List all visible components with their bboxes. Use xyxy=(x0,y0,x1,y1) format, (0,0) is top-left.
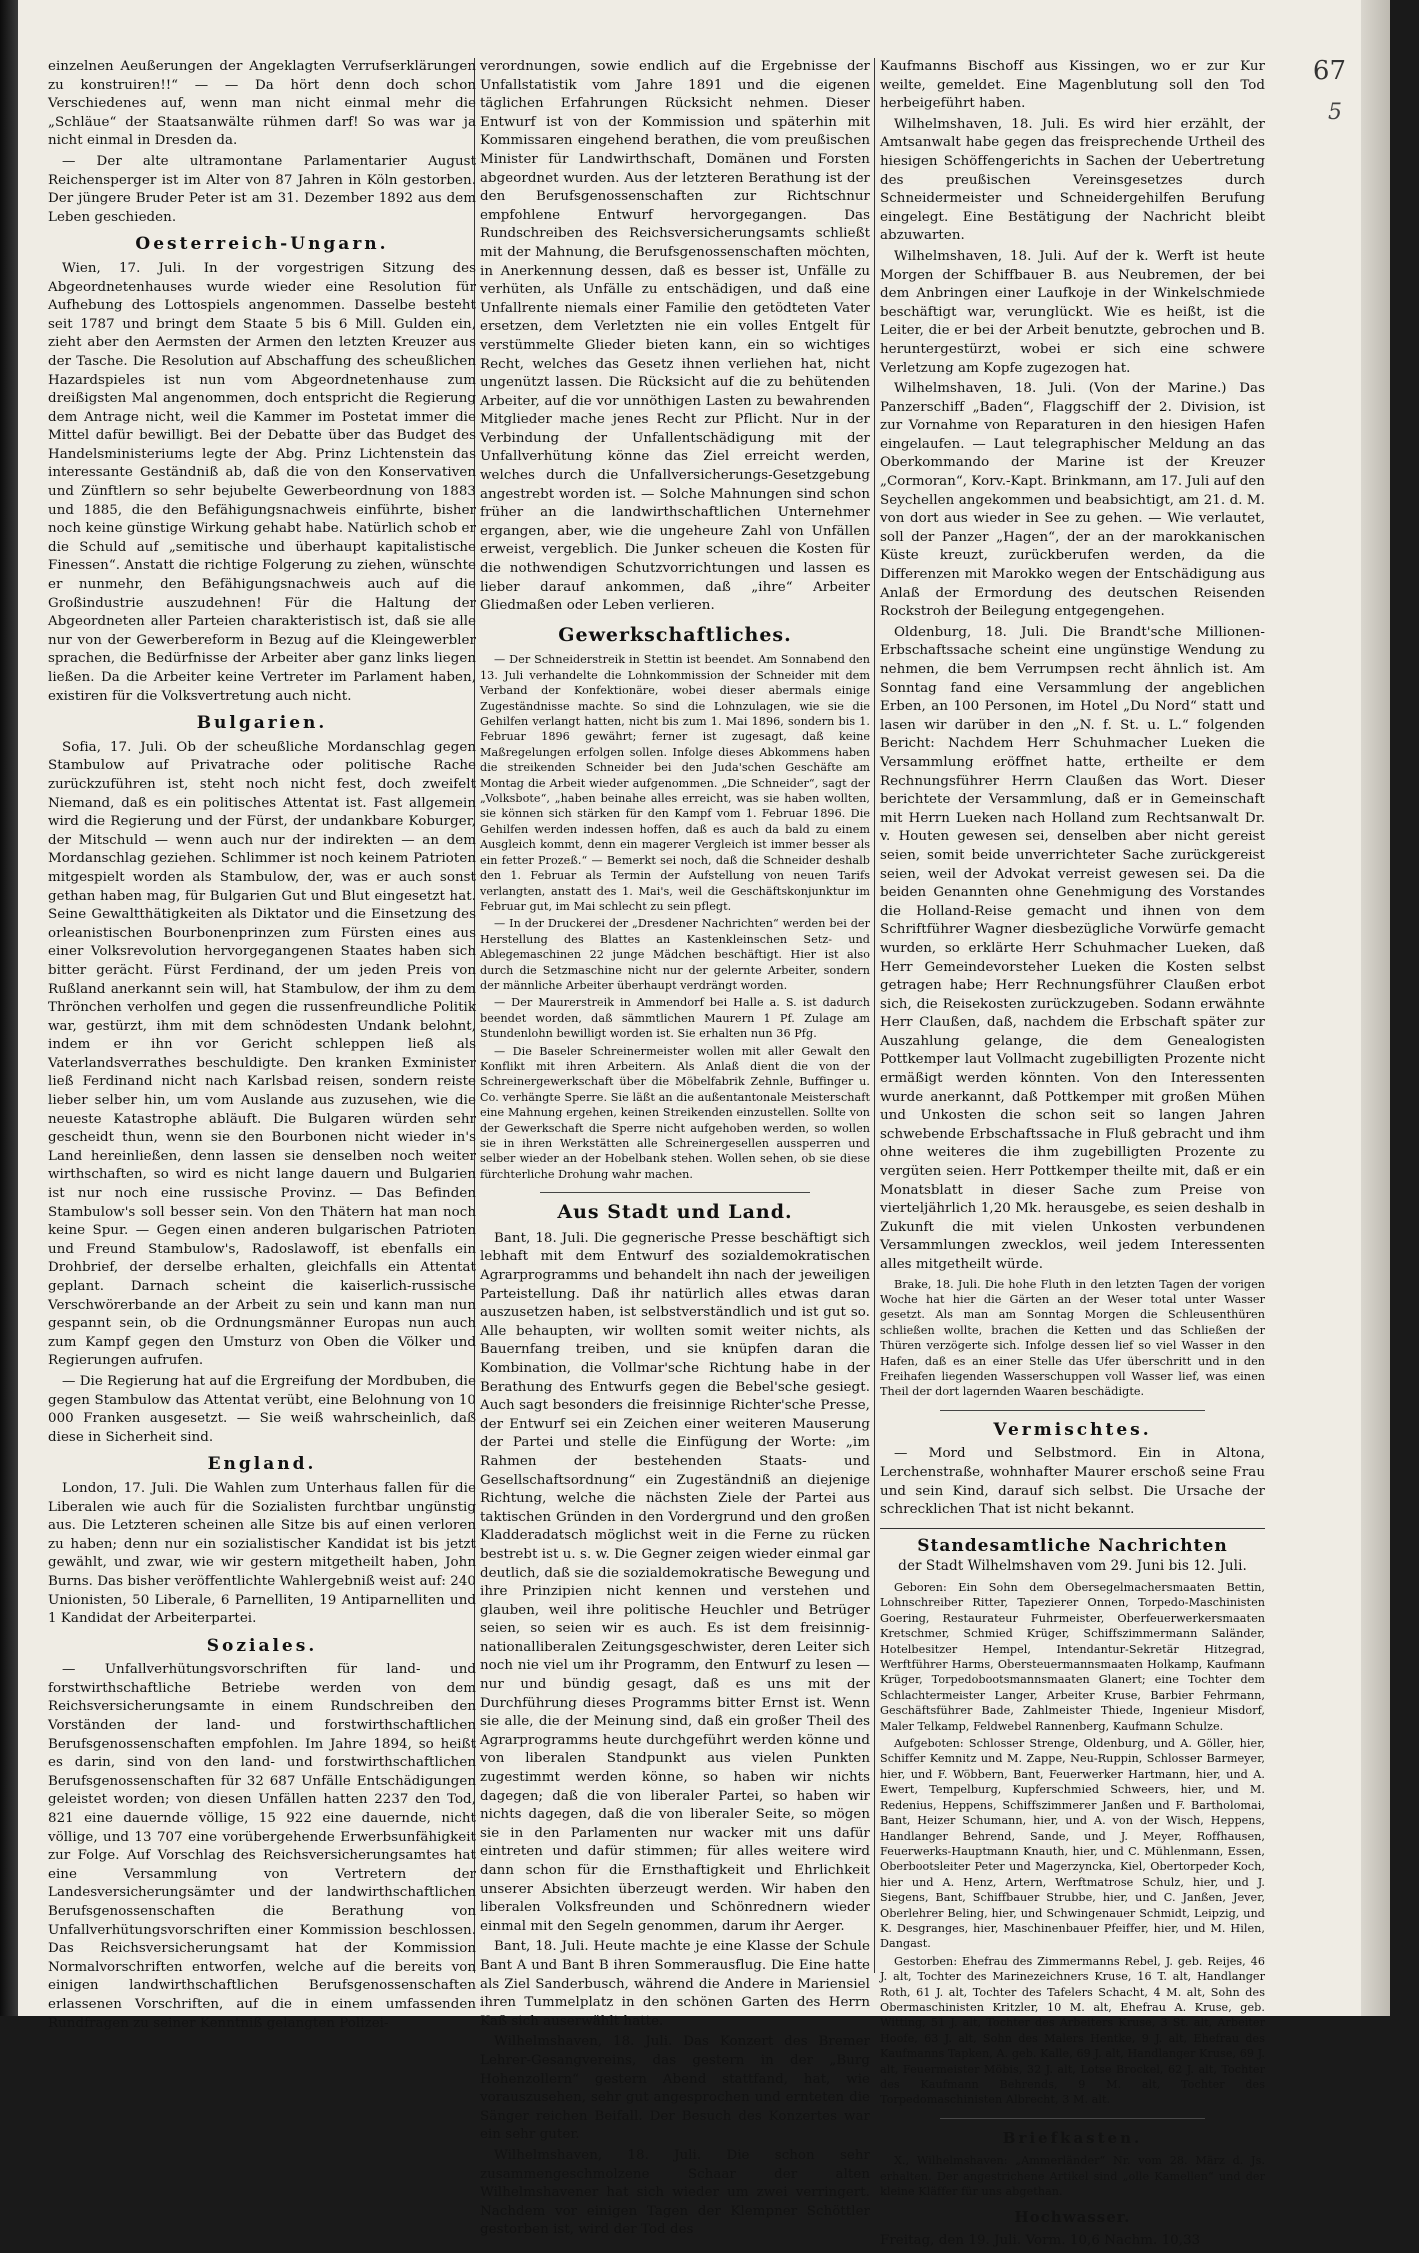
article-paragraph: Wilhelmshaven, 18. Juli. Es wird hier erzählt, der Amtsanwalt habe gegen das freisprechende Urtheil des hiesigen Schöffengerichts in Sachen der Uebertretung des preußischen Vereinsgesetzes durch Schneidermeister und Schneidergehilfen Berufung eingelegt. Eine Bestätigung der Nachricht bleibt abzuwarten. xyxy=(880,116,1265,244)
column-2 xyxy=(480,58,870,2242)
divider xyxy=(940,2118,1205,2119)
article-paragraph: — Mord und Selbstmord. Ein in Altona, Lerchenstraße, wohnhafter Maurer erschoß seine Frau und sein Kind, darauf sich selbst. Die Ursache der schrecklichen That ist nicht bekannt. xyxy=(880,1446,1265,1518)
article-paragraph: Kaufmanns Bischoff aus Kissingen, wo er zur Kur weilte, gemeldet. Eine Magenblutung soll den Tod herbeigeführt haben. xyxy=(880,59,1265,112)
section-subheading: der Stadt Wilhelmshaven vom 29. Juni bis 12. Juli. xyxy=(898,1558,1247,1575)
section-heading: Aus Stadt und Land. xyxy=(557,1201,793,1224)
section-heading: Standesamtliche Nachrichten xyxy=(917,1535,1228,1556)
article-paragraph: Bant, 18. Juli. Heute machte je eine Klasse der Schule Bant A und Bant B ihren Sommerausflug. Die Eine hatte als Ziel Sanderbusch, während die Andere in Mariensiel ihren Tummelplatz in den schönen Garten des Herrn Kaß sich auserwählt hatte. xyxy=(480,1939,870,2029)
scan-edge xyxy=(0,0,18,2016)
divider xyxy=(940,1410,1205,1411)
section-heading: Soziales. xyxy=(206,1635,318,1656)
article-paragraph: Gestorben: Ehefrau des Zimmermanns Rebel, J. geb. Reijes, 46 J. alt, Tochter des Marinezeichners Kruse, 16 T. alt, Handlanger Roth, 61 J. alt, Tochter des Tafelers Schacht, 4 M. alt, Sohn des Obermaschinisten Kritzler, 10 M. alt, Ehefrau A. Kruse, geb. Witting, 51 J. alt, Tochter des Arbeiters Kruse, 3 St. alt, Arbeiter Hoofe, 63 J. alt, Sohn des Malers Hentke, 9 J. alt, Ehefrau des Kaufmanns Tapken, A. geb. Kalle, 69 J. alt, Handlanger Kruse, 69 J. alt, Feuermeister Möbis, 32 J. alt, Lotse Brockel, 62 J. alt, Tochter des Kaufmann Behrends, 9 M. alt, Tochter des Torpedomaschinisten Albrecht, 3 M. alt. xyxy=(880,1954,1265,2107)
article-paragraph: Sofia, 17. Juli. Ob der scheußliche Mordanschlag gegen Stambulow auf Privatrache oder politische Rache zurückzuführen ist, steht noch nicht fest, doch zweifelt Niemand, daß es ein politisches Attentat ist. Fast allgemein wird die Regierung und der Fürst, der undankbare Koburger, der Mitschuld — wenn auch nur der indirekten — an dem Mordanschlag geziehen. Schlimmer ist noch keinem Patrioten mitgespielt worden als Stambulow, der, was er auch sonst gethan haben mag, für Bulgarien Gut und Blut eingesetzt hat. Seine Gewaltthätigkeiten als Diktator und die Einsetzung des orleanistischen Bourbonenprinzen zum Fürsten eines aus einer Volksrevolution hervorgegangenen Staates haben sich bitter gerächt. Fürst Ferdinand, der um jeden Preis von Rußland anerkannt sein will, hat Stambulow, der ihm zu dem Thrönchen verholfen und gegen die russenfreundliche Politik war, gestürzt, ihm mit dem schnödesten Undank belohnt, indem er ihn vor Gericht schleppen ließ als Vaterlandsverrathes beschuldigte. Den kranken Exminister ließ Ferdinand nicht nach Karlsbad reisen, sondern reiste lieber selber hin, um vom Auslande aus zuzusehen, wie die neueste Katastrophe abläuft. Die Bulgaren würden sehr gescheidt thun, wenn sie den Bourbonen nicht wieder in's Land hereinließen, denn lassen sie denselben noch weiter wirthschaften, so wird es nicht lange dauern und Bulgarien ist nur noch eine russische Provinz. — Das Befinden Stambulow's soll besser sein. Von den Thätern hat man noch keine Spur. — Gegen einen anderen bulgarischen Patrioten und Freund Stambulow's, Radoslawoff, ist ebenfalls ein Drohbrief, der derselbe erhalten, gleichfalls ein Attentat geplant. Darnach scheint die kaiserlich-russische Verschwörerbande an der Arbeit zu sein und kann man nun gespannt sein, ob die Ordnungsmänner Europas nun auch zum Kampf gegen den Umsturz von Oben die Völker und Regierungen aufrufen. xyxy=(48,739,476,1369)
article-paragraph: Wien, 17. Juli. In der vorgestrigen Sitzung des Abgeordnetenhauses wurde wieder eine Resolution für Aufhebung des Lottospiels angenommen. Dasselbe besteht seit 1787 und bringt dem Staate 5 bis 6 Mill. Gulden ein, zieht aber den Aermsten der Armen den letzten Kreuzer aus der Tasche. Die Resolution auf Abschaffung des scheußlichen Hazardspieles ist nun vom Abgeordnetenhause zum dreißigsten Mal angenommen, doch entspricht die Regierung dem Antrage nicht, weil die Kammer im Postetat immer die Mittel dafür bewilligt. Bei der Debatte über das Budget des Handelsministeriums legte der Abg. Prinz Lichtenstein das interessante Geständniß ab, daß die von den Konservativen und Zünftlern so sehr bejubelte Gewerbeordnung von 1883 und 1885, die den Befähigungsnachweis einführte, bisher noch keine günstige Wirkung gehabt habe. Natürlich schob er die Schuld auf „semitische und überhaupt kapitalistische Finessen“. Anstatt die richtige Folgerung zu ziehen, wünschte er nunmehr, den Befähigungsnachweis auch auf die Großindustrie auszudehnen! Für die Haltung der Abgeordneten aller Parteien charakteristisch ist, daß sie alle nur von der Gewerbereform in Bezug auf die Kleingewerbler sprachen, die Bedürfnisse der Arbeiter aber ganz links liegen ließen. Da die Arbeiter keine Vertreter im Parlament haben, existiren für die Volksvertretung auch nicht. xyxy=(48,260,476,704)
column-3 xyxy=(880,58,1265,2253)
article-paragraph: Geboren: Ein Sohn dem Obersegelmachersmaaten Bettin, Lohnschreiber Ritter, Tapezierer Onnen, Torpedo-Maschinisten Goering, Restaurateur Fuhrmeister, Oberfeuerwerkersmaaten Kretschmer, Schmied Krüger, Schiffszimmermann Saländer, Hotelbesitzer Hempel, Intendantur-Sekretär Hitzegrad, Werftführer Harms, Obersteuermannsmaaten Holkamp, Kaufmann Krüger, Torpedobootsmannsmaaten Glanert; eine Tochter dem Schlachtermeister Langer, Arbeiter Kruse, Barbier Fehrmann, Geschäftsführer Bade, Zahlmeister Thiede, Ingenieur Misdorf, Maler Telkamp, Feldwebel Rannenberg, Kaufmann Schulze. xyxy=(880,1581,1265,1733)
article-paragraph: — Der alte ultramontane Parlamentarier August Reichensperger ist im Alter von 87 Jahren in Köln gestorben. Der jüngere Bruder Peter ist am 31. Dezember 1892 aus dem Leben geschieden. xyxy=(48,153,476,225)
page-mark: 5 xyxy=(1328,100,1342,125)
article-paragraph: Bant, 18. Juli. Die gegnerische Presse beschäftigt sich lebhaft mit dem Entwurf des sozialdemokratischen Agrarprogramms und behandelt ihn nach der jeweiligen Parteistellung. Daß ihr natürlich alles etwas daran auszusetzen haben, ist selbstverständlich und ist gut so. Alle behaupten, wir wollten somit weiter nichts, als Bauernfang treiben, und sie knüpfen daran die Kombination, die Vollmar'sche Richtung habe in der Berathung des Entwurfs gegen die Bebel'sche gesiegt. Auch sagt besonders die freisinnige Richter'sche Presse, der Entwurf sei ein Zeichen einer weiteren Mauserung der Partei und stelle die Einfügung der Worte: „im Rahmen der bestehenden Staats- und Gesellschaftsordnung“ ein Zugeständniß an diejenige Richtung, welche die nächsten Ziele der Partei aus taktischen Gründen in den Vordergrund und den großen Kladderadatsch möglichst weit in die Ferne zu rücken bestrebt ist u. s. w. Die Gegner zeigen wieder einmal gar deutlich, daß sie die sozialdemokratische Bewegung und ihre Prinzipien nicht kennen und verstehen und glauben, weil ihre politische Heuchler und Betrüger seien, so seien wir es auch. Es ist dem freisinnig-nationalliberalen Zeitungsgeschwister, deren Leiter sich noch nie viel um ihr Programm, den Entwurf zu lesen — nur und bündig gesagt, daß es uns mit der Durchführung dieses Programms bitter Ernst ist. Wenn sie alle, die der Meinung sind, daß ein großer Theil des Agrarprogramms heute durchgeführt werden könne und von liberalen Standpunkt aus vielen Punkten zugestimmt werden könne, so haben wir nichts dagegen; daß die von liberaler Partei, so haben wir nichts dagegen, daß die von liberaler Seite, so mögen sie in den Parlamenten nur wacker mit uns dafür eintreten und dafür stimmen; für alles weitere wird dann schon für die Ernsthaftigkeit und Ehrlichkeit unserer Absichten überzeugt werden. Wir haben den liberalen Volksfreunden und Schönrednern wieder einmal mit den Segeln genommen, darum ihr Aerger. xyxy=(480,1230,870,1934)
article-paragraph: Aufgeboten: Schlosser Strenge, Oldenburg, und A. Göller, hier, Schiffer Kemnitz und M. Zappe, Neu-Ruppin, Schlosser Barmeyer, hier, und F. Wöbbern, Bant, Feuerwerker Hartmann, hier, und A. Ewert, Tempelburg, Kupferschmied Schweers, hier, und M. Redenius, Heppens, Schiffszimmerer Janßen und F. Bartholomai, Bant, Heizer Schumann, hier, und A. von der Wisch, Heppens, Handlanger Behrend, Sande, und J. Meyer, Roffhausen, Feuerwerks-Hauptmann Knauth, hier, und C. Mühlenmann, Essen, Oberbootsleiter Peter und Magerzyncka, Kiel, Obertorpeder Koch, hier und A. Henz, Artern, Werftmatrose Schulz, hier, und J. Siegens, Bant, Schiffbauer Strubbe, hier, und C. Janßen, Jever, Oberlehrer Beling, hier, und Schwingenauer Schmidt, Leipzig, und K. Desgranges, hier, Maschinenbauer Pfeiffer, hier, und M. Hilen, Dangast. xyxy=(880,1737,1265,1951)
section-heading: Vermischtes. xyxy=(993,1419,1152,1440)
article-paragraph: Wilhelmshaven, 18. Juli. Die schon sehr zusammengeschmolzene Schaar der alten Wilhelmshavener hat sich wieder um zwei verringert. Nachdem vor einigen Tagen der Klempner Schöttler gestorben ist, wird der Tod des xyxy=(480,2147,870,2238)
tide-table: Freitag, den 19. Juli. Vorm. 10,6 Nachm. 10,33 xyxy=(880,2233,1201,2249)
article-paragraph: — In der Druckerei der „Dresdener Nachrichten“ werden bei der Herstellung des Blattes an Kastenkleinschen Setz- und Ablegemaschinen 22 junge Mädchen beschäftigt. Hier ist also durch die Setzmaschine nicht nur der gelernte Arbeiter, sondern der männliche Arbeiter überhaupt verdrängt worden. xyxy=(480,917,870,992)
article-paragraph: — Unfallverhütungsvorschriften für land- und forstwirthschaftliche Betriebe werden von dem Reichsversicherungsamte in einem Rundschreiben den Vorständen der land- und forstwirthschaftlichen Berufsgenossenschaften empfohlen. Im Jahre 1894, so heißt es darin, sind von den land- und forstwirthschaftlichen Berufsgenossenschaften für 32 687 Unfälle Entschädigungen geleistet worden; von diesen Unfällen hatten 2237 den Tod, 821 eine dauernde völlige, 15 922 eine dauernde, nicht völlige, und 13 707 eine vorübergehende Erwerbsunfähigkeit zur Folge. Auf Vorschlag des Reichsversicherungsamtes hat eine Versammlung von Vertretern der Landesversicherungsämter und der landwirthschaftlichen Berufsgenossenschaften die Berathung von Unfallverhütungsvorschriften einer Kommission beschlossen. Das Reichsversicherungsamt hat der Kommission Normalvorschriften entworfen, welche auf die bereits von einigen landwirthschaftlichen Berufsgenossenschaften erlassenen Vorschriften, auf die in einem umfassenden Rundfragen zu seiner Kenntniß gelangten Polizei- xyxy=(48,1662,476,2031)
article-paragraph: — Die Regierung hat auf die Ergreifung der Mordbuben, die gegen Stambulow das Attentat verübt, eine Belohnung von 10 000 Franken ausgesetzt. — Sie weiß wahrscheinlich, daß diese in Sicherheit sind. xyxy=(48,1373,476,1445)
folio-number: 67 xyxy=(1312,56,1346,86)
article-paragraph: einzelnen Aeußerungen der Angeklagten Verrufserklärungen zu konstruiren!!“ — — Da hört denn doch schon Verschiedenes auf, wenn man nicht einmal mehr die „Schläue“ der Staatsanwälte rühmen darf! So was war ja nicht einmal in Dresden da. xyxy=(48,59,476,149)
article-paragraph: Wilhelmshaven, 18. Juli. Auf der k. Werft ist heute Morgen der Schiffbauer B. aus Neubremen, der bei dem Anbringen einer Laufkoje in der Winkelschmiede beschäftigt war, verunglückt. Wie es heißt, ist die Leiter, die er bei der Arbeit benutzte, gebrochen und B. heruntergestürzt, wobei er sich eine schwere Verletzung am Kopfe zugezogen hat. xyxy=(880,248,1265,376)
article-paragraph: X., Wilhelmshaven: „Ammerländer“ Nr. vom 28. März d. Js. erhalten. Der angestrichene Artikel sind „olle Kamellen“ und der kleine Kläffer für uns abgethan. xyxy=(880,2154,1265,2199)
column-rule xyxy=(874,58,875,1973)
newspaper-page xyxy=(18,0,1390,2249)
article-paragraph: Wilhelmshaven, 18. Juli. Das Konzert des Bremer Lehrer-Gesangvereins, das gestern in der „Burg Hohenzollern“ gestern Abend stattfand, hat, wie vorauszusehen, sehr gut angesprochen und ernteten die Sänger reichen Beifall. Der Besuch des Konzertes war ein sehr guter. xyxy=(480,2034,870,2143)
divider xyxy=(880,1528,1265,1529)
section-heading: Oesterreich-Ungarn. xyxy=(135,234,389,255)
article-paragraph: verordnungen, sowie endlich auf die Ergebnisse der Unfallstatistik vom Jahre 1891 und die eigenen täglichen Erfahrungen Rücksicht nehmen. Dieser Entwurf ist von der Kommission und späterhin mit Kommissaren eingehend berathen, die vom preußischen Minister für Landwirthschaft, Domänen und Forsten abgeordnet wurden. Aus der letzteren Berathung ist der den Berufsgenossenschaften zur Richtschnur empfohlene Entwurf hervorgegangen. Das Rundschreiben des Reichsversicherungsamts schließt mit der Mahnung, die Berufsgenossenschaften möchten, in Anerkennung dessen, daß es besser ist, Unfälle zu verhüten, als Unfälle zu entschädigen, und daß eine Unfallrente niemals einer Familie den getödteten Vater ersetzen, dem Verletzten nie ein volles Entgelt für verstümmelte Glieder bieten kann, ein so wichtiges Recht, welches das Gesetz ihnen verliehen hat, nicht ungenützt lassen. Die Rücksicht auf die zu behütenden Arbeiter, auf die vor unnöthigen Lasten zu bewahrenden Mitglieder mache jenes Recht zur Pflicht. Nur in der Verbindung der Unfallentschädigung mit der Unfallverhütung könne das Ziel erreicht werden, welches durch die Unfallversicherungs-Gesetzgebung angestrebt worden ist. — Solche Mahnungen sind schon früher an die landwirthschaftlichen Unternehmer ergangen, aber, wie die ungeheure Zahl von Unfällen erweist, vergeblich. Die Junker scheuen die Kosten für die nothwendigen Schutzvorrichtungen und lassen es lieber darauf ankommen, daß „ihre“ Arbeiter Gliedmaßen oder Leben verlieren. xyxy=(480,59,870,614)
section-heading: Briefkasten. xyxy=(1002,2128,1143,2147)
article-paragraph: — Der Maurerstreik in Ammendorf bei Halle a. S. ist dadurch beendet worden, daß sämmtlichen Maurern 1 Pf. Zulage am Stundenlohn bewilligt worden ist. Sie erhalten nun 36 Pfg. xyxy=(480,996,870,1041)
article-paragraph: Brake, 18. Juli. Die hohe Fluth in den letzten Tagen der vorigen Woche hat hier die Gärten an der Weser total unter Wasser gesetzt. Als man am Sonntag Morgen die Schleusenthüren schließen wollte, brachen die Ketten und das Schließen der Thüren verzögerte sich. Infolge dessen lief so viel Wasser in den Hafen, daß es an einer Stelle das Ufer überschritt und in den Freihafen liegenden Wasserschuppen voll Wasser lief, was einen Theil der dort lagernden Waaren beschädigte. xyxy=(880,1277,1265,1399)
divider xyxy=(540,1192,810,1193)
section-heading: Hochwasser. xyxy=(1014,2207,1131,2226)
section-heading: Bulgarien. xyxy=(196,713,328,734)
section-heading: England. xyxy=(207,1454,317,1475)
article-paragraph: Wilhelmshaven, 18. Juli. (Von der Marine.) Das Panzerschiff „Baden“, Flaggschiff der 2. Division, ist zur Vornahme von Reparaturen in den hiesigen Hafen eingelaufen. — Laut telegraphischer Meldung an das Oberkommando der Marine ist der Kreuzer „Cormoran“, Korv.-Kapt. Brinkmann, am 17. Juli auf den Seychellen angekommen und beabsichtigt, am 21. d. M. von dort aus wieder in See zu gehen. — Wie verlautet, soll der Panzer „Hagen“, der an der marokkanischen Küste kreuzt, zurückberufen werden, da die Differenzen mit Marokko wegen der Entschädigung aus Anlaß der Ermordung des deutschen Reisenden Rockstroh der Beilegung entgegengehen. xyxy=(880,381,1265,620)
article-paragraph: London, 17. Juli. Die Wahlen zum Unterhaus fallen für die Liberalen wie auch für die Sozialisten furchtbar ungünstig aus. Die Letzteren scheinen alle Sitze bis auf einen verloren zu haben; denn nur ein sozialistischer Kandidat ist bis jetzt gewählt, und zwar, wie wir gestern mitgetheilt haben, John Burns. Das bisher veröffentlichte Wahlergebniß weist auf: 240 Unionisten, 50 Liberale, 6 Parnelliten, 19 Antiparnelliten und 1 Kandidat der Arbeiterpartei. xyxy=(48,1480,476,1627)
column-1 xyxy=(48,58,476,2035)
article-paragraph: — Der Schneiderstreik in Stettin ist beendet. Am Sonnabend den 13. Juli verhandelte die Lohnkommission der Schneider mit dem Verband der Konfektionäre, wobei dieser abermals einige Zugeständnisse machte. So sind die Lohnzulagen, wie sie die Gehilfen verlangt hatten, nicht bis zum 1. Mai 1896, sondern bis 1. Februar 1896 gewährt; ferner ist zugesagt, daß keine Maßregelungen erfolgen sollen. Infolge dieses Abkommens haben die streikenden Schneider bei den Juda'schen Geschäfte am Montag die Arbeit wieder aufgenommen. „Die Schneider“, sagt der „Volksbote“, „haben beinahe alles erreicht, was sie haben wollten, sie können sich stärken für den Kampf vom 1. Februar 1896. Die Gehilfen werden indessen hoffen, daß es auch da bald zu einem Ausgleich kommt, denn ein magerer Vergleich ist immer besser als ein fetter Prozeß.“ — Bemerkt sei noch, daß die Schneider deshalb den 1. Februar als Termin der Aufstellung von neuen Tarifs verlangten, anstatt des 1. Mai's, weil die Geschäftskonjunktur im Februar gut, im Mai schlecht zu sein pflegt. xyxy=(480,653,870,913)
scan-edge-right xyxy=(1361,0,1390,2016)
article-paragraph: — Die Baseler Schreinermeister wollen mit aller Gewalt den Konflikt mit ihren Arbeitern. Als Anlaß dient die von der Schreinergewerkschaft über die Möbelfabrik Zehnle, Buffinger u. Co. verhängte Sperre. Sie läßt an die außentantonale Meisterschaft eine Mahnung ergehen, keinen Streikenden einzustellen. Sollte von der Gewerkschaft die Sperre nicht aufgehoben werden, so wollen sie in ihren Werkstätten alle Schreinergesellen aussperren und selber wieder an der Hobelbank stehen. Wollen sehen, ob sie diese fürchterliche Drohung wahr machen. xyxy=(480,1044,870,1181)
section-heading: Gewerkschaftliches. xyxy=(558,623,792,646)
article-paragraph: Oldenburg, 18. Juli. Die Brandt'sche Millionen-Erbschaftssache scheint eine ungünstige Wendung zu nehmen, die bem Verrumpsen recht ähnlich ist. Am Sonntag fand eine Versammlung der angeblichen Erben, an 100 Personen, im Hotel „Du Nord“ statt und lasen wir darüber in den „N. f. St. u. L.“ folgenden Bericht: Nachdem Herr Schuhmacher Lueken die Versammlung eröffnet hatte, ertheilte er dem Rechnungsführer Herrn Claußen das Wort. Dieser berichtete der Versammlung, daß er in Gemeinschaft mit Herrn Lueken nach Holland zum Rechtsanwalt Dr. v. Houten gewesen sei, denselben aber nicht gereist seien, somit beide unverrichteter Sache zurückgereist seien, weil der Advokat verreist gewesen sei. Da die beiden Genannten ohne Genehmigung des Vorstandes die Holland-Reise gemacht und ihnen von dem Schriftführer Wagner diesbezügliche Vorwürfe gemacht wurden, so erklärte Herr Schuhmacher Lueken, daß Herr Gemeindevorsteher Lueken die Kosten selbst getragen habe; Herr Rechnungsführer Claußen erbot sich, die Reisekosten zurückzugeben. Sodann erwähnte Herr Claußen, daß, nachdem die Erbschaft später zur Auszahlung gelange, die dem Genealogisten Pottkemper laut Vollmacht zugebilligten Prozente nicht ermäßigt werden könnten. Von den Interessenten wurde anerkannt, daß Pottkemper mit großen Mühen und Unkosten die schon seit so langen Jahren schwebende Erbschaftssache in Fluß gebracht und ihm ohne weiteres die ihm zugebilligten Prozente zu vergüten seien. Herr Pottkemper theilte mit, daß er ein Monatsblatt in dieser Sache zum Preise von vierteljährlich 1,20 Mk. herausgebe, es seien deshalb in Zukunft die mit vielen Unkosten verbundenen Versammlungen zwecklos, weil jedem Interessenten alles mitgetheilt würde. xyxy=(880,624,1265,1272)
